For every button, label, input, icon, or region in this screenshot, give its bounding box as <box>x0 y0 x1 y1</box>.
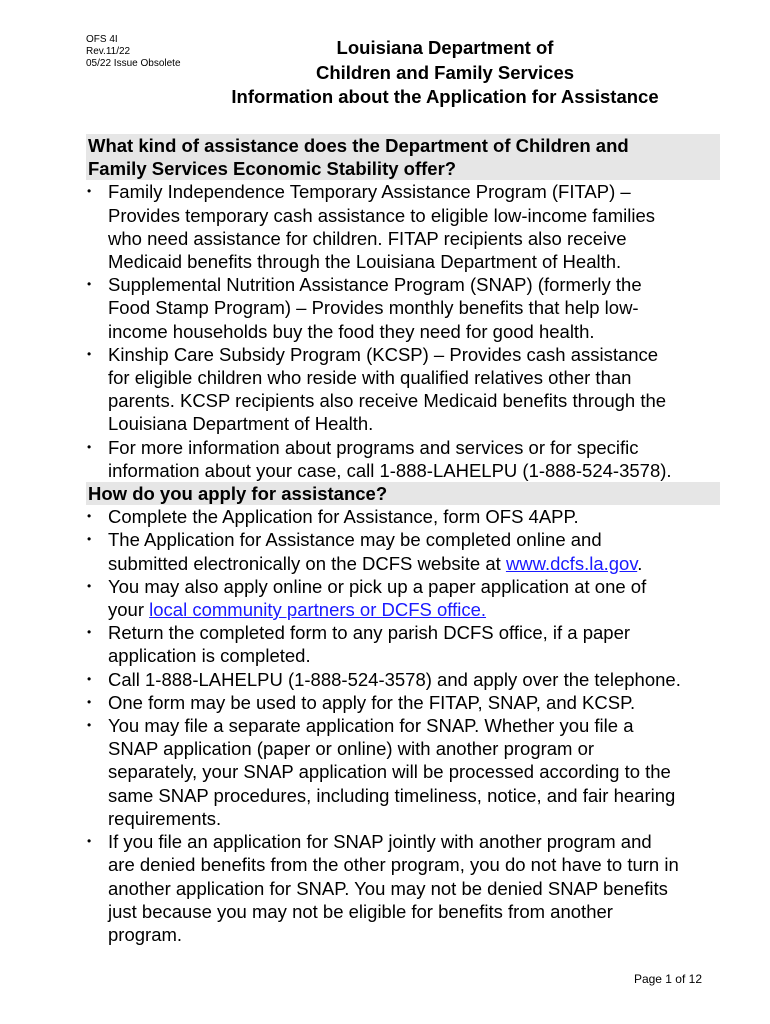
list-item-joint-snap <box>86 830 720 946</box>
document-body <box>86 134 720 946</box>
bullet-icon: • <box>87 671 92 686</box>
list-item-line: The Application for Assistance may be completed online and <box>108 529 602 551</box>
list-item-line: Provides temporary cash assistance to eligible low-income families <box>108 204 656 226</box>
bullet-icon: • <box>87 578 92 593</box>
list-item-line: parents. KCSP recipients also receive Medicaid benefits through the <box>108 390 667 412</box>
bullet-icon: • <box>87 718 92 733</box>
bullet-icon: • <box>87 509 92 524</box>
section-heading-assistance-types <box>86 134 720 180</box>
bullet-icon: • <box>87 184 92 199</box>
list-item-more-info <box>86 436 720 482</box>
list-item-line: Call 1-888-LAHELPU (1-888-524-3578) and apply over the telephone. <box>108 668 681 690</box>
list-item-line: separately, your SNAP application will be processed according to the <box>108 761 671 783</box>
list-item-line <box>108 552 720 575</box>
list-item-line: requirements. <box>108 807 222 829</box>
bullet-icon: • <box>87 277 92 292</box>
list-item-line: Complete the Application for Assistance, form OFS 4APP. <box>108 506 579 528</box>
list-item-separate-snap <box>86 714 720 830</box>
heading-line: What kind of assistance does the Department of Children and <box>88 135 629 156</box>
list-item-line: income households buy the food they need for good health. <box>108 320 595 342</box>
form-id: OFS 4I <box>86 34 118 45</box>
form-obsolete-note: 05/22 Issue Obsolete <box>86 58 181 69</box>
list-item-line: same SNAP procedures, including timeliness, notice, and fair hearing <box>108 784 676 806</box>
list-item-line: Kinship Care Subsidy Program (KCSP) – Provides cash assistance <box>108 343 659 365</box>
document-header <box>150 36 740 110</box>
bullet-icon: • <box>87 346 92 361</box>
list-item-line: program. <box>108 923 183 945</box>
assistance-types-list <box>86 180 720 482</box>
bullet-icon: • <box>87 834 92 849</box>
bullet-icon: • <box>87 532 92 547</box>
local-partners-link[interactable]: local community partners or DCFS office. <box>149 599 487 621</box>
list-item-line: SNAP application (paper or online) with another program or <box>108 738 595 760</box>
bullet-icon: • <box>87 694 92 709</box>
list-item-line: another application for SNAP. You may not be denied SNAP benefits <box>108 877 668 899</box>
list-item-line: One form may be used to apply for the FITAP, SNAP, and KCSP. <box>108 691 636 713</box>
list-item-line: application is completed. <box>108 645 311 667</box>
bullet-icon: • <box>87 439 92 454</box>
list-item-snap <box>86 273 720 343</box>
text-segment: your <box>108 599 150 621</box>
text-segment: . <box>637 552 643 574</box>
text-segment: submitted electronically on the DCFS website at <box>108 552 506 574</box>
heading-line: How do you apply for assistance? <box>88 483 388 505</box>
document-title: Information about the Application for Assistance <box>231 86 659 107</box>
list-item-line: For more information about programs and services or for specific <box>108 436 639 458</box>
dcfs-website-link[interactable]: www.dcfs.la.gov <box>505 552 638 574</box>
list-item-line: You may also apply online or pick up a paper application at one of <box>108 575 647 597</box>
list-item-kcsp <box>86 343 720 436</box>
list-item-call <box>86 668 720 691</box>
list-item-line: Family Independence Temporary Assistance Program (FITAP) – <box>108 181 631 203</box>
list-item-return-form <box>86 621 720 667</box>
list-item-line: Medicaid benefits through the Louisiana Department of Health. <box>108 251 622 273</box>
bullet-icon: • <box>87 625 92 640</box>
list-item-line: are denied benefits from the other program, you do not have to turn in <box>108 854 679 876</box>
header-agency: Children and Family Services <box>315 61 575 83</box>
list-item-line: Supplemental Nutrition Assistance Program (SNAP) (formerly the <box>108 274 642 296</box>
list-item-line: If you file an application for SNAP jointly with another program and <box>108 831 652 853</box>
list-item-one-form <box>86 691 720 714</box>
header-department: Louisiana Department of <box>336 37 554 58</box>
list-item-fitap <box>86 180 720 273</box>
list-item-apply-online <box>86 528 720 574</box>
list-item-line: You may file a separate application for SNAP. Whether you file a <box>108 715 634 737</box>
list-item-line <box>108 598 720 621</box>
heading-line: Family Services Economic Stability offer? <box>88 158 457 180</box>
list-item-line: Return the completed form to any parish DCFS office, if a paper <box>108 622 631 644</box>
list-item-line: information about your case, call 1-888-LAHELPU (1-888-524-3578). <box>108 459 672 481</box>
list-item-line: Food Stamp Program) – Provides monthly benefits that help low- <box>108 297 639 319</box>
list-item-line: who need assistance for children. FITAP recipients also receive <box>108 227 627 249</box>
list-item-line: for eligible children who reside with qualified relatives other than <box>108 367 632 389</box>
section-heading-how-to-apply <box>86 482 720 505</box>
how-to-apply-list <box>86 505 720 946</box>
list-item-line: just because you may not be eligible for benefits from another <box>108 900 613 922</box>
list-item-local-partners <box>86 575 720 621</box>
page-number: Page 1 of 12 <box>633 972 702 986</box>
form-revision: Rev.11/22 <box>86 46 131 57</box>
list-item-line: Louisiana Department of Health. <box>108 413 374 435</box>
list-item-complete-application <box>86 505 720 528</box>
